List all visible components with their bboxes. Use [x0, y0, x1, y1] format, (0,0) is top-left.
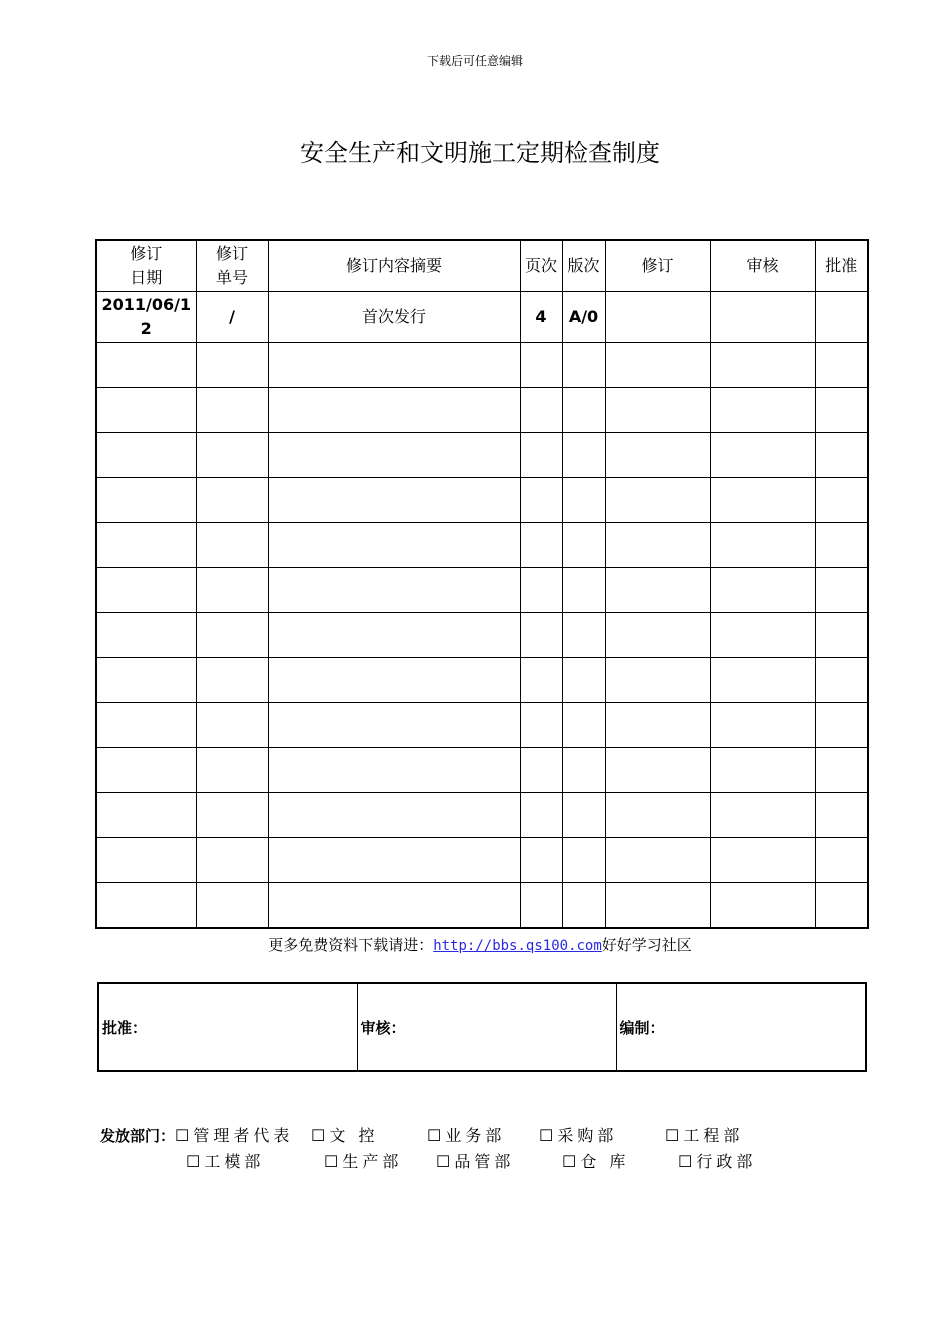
empty-cell: [710, 388, 815, 433]
empty-cell: [605, 343, 710, 388]
empty-cell: [815, 388, 868, 433]
empty-cell: [520, 748, 562, 793]
empty-table-row: [96, 568, 868, 613]
distribution-section: [100, 1123, 756, 1174]
empty-cell: [710, 748, 815, 793]
empty-cell: [562, 613, 605, 658]
empty-cell: [815, 703, 868, 748]
empty-cell: [605, 793, 710, 838]
empty-cell: [520, 343, 562, 388]
empty-cell: [96, 343, 196, 388]
empty-cell: [815, 658, 868, 703]
table-header-row: [96, 240, 868, 292]
empty-cell: [96, 703, 196, 748]
empty-table-row: [96, 523, 868, 568]
empty-cell: [196, 343, 268, 388]
empty-cell: [710, 433, 815, 478]
empty-cell: [710, 703, 815, 748]
empty-cell: [520, 838, 562, 883]
header-revised-by: 修订: [605, 240, 710, 292]
empty-cell: [605, 883, 710, 929]
empty-cell: [562, 433, 605, 478]
dept-option[interactable]: ☐采购部: [539, 1126, 618, 1145]
dept-option[interactable]: ☐品管部: [436, 1152, 515, 1171]
empty-cell: [710, 613, 815, 658]
footer-prefix: 更多免费资料下载请进：: [268, 936, 434, 954]
empty-cell: [96, 658, 196, 703]
empty-cell: [196, 748, 268, 793]
header-approved-by: 批准: [815, 240, 868, 292]
empty-cell: [96, 523, 196, 568]
empty-cell: [562, 883, 605, 929]
distribution-row-1: [100, 1123, 756, 1149]
empty-cell: [520, 658, 562, 703]
empty-cell: [520, 568, 562, 613]
empty-cell: [815, 478, 868, 523]
empty-cell: [562, 343, 605, 388]
empty-cell: [605, 748, 710, 793]
dept-option[interactable]: ☐仓 库: [562, 1152, 630, 1171]
empty-cell: [562, 568, 605, 613]
empty-cell: [96, 478, 196, 523]
dept-option[interactable]: ☐工程部: [665, 1126, 744, 1145]
prepare-field: 编制：: [616, 983, 866, 1071]
empty-cell: [562, 658, 605, 703]
empty-cell: [562, 523, 605, 568]
header-reviewed-by: 审核: [710, 240, 815, 292]
empty-table-row: [96, 658, 868, 703]
empty-cell: [605, 658, 710, 703]
footer-download-note: [0, 934, 950, 955]
empty-cell: [520, 703, 562, 748]
empty-cell: [268, 388, 520, 433]
empty-cell: [196, 613, 268, 658]
empty-cell: [196, 838, 268, 883]
empty-cell: [268, 838, 520, 883]
signoff-table: [97, 982, 867, 1072]
empty-cell: [196, 433, 268, 478]
empty-cell: [268, 703, 520, 748]
empty-cell: [815, 838, 868, 883]
empty-cell: [268, 613, 520, 658]
approve-field: 批准：: [98, 983, 357, 1071]
empty-cell: [520, 433, 562, 478]
empty-cell: [96, 838, 196, 883]
empty-cell: [710, 658, 815, 703]
empty-cell: [605, 703, 710, 748]
header-rev-summary: 修订内容摘要: [268, 240, 520, 292]
empty-cell: [268, 658, 520, 703]
empty-cell: [605, 433, 710, 478]
empty-cell: [562, 793, 605, 838]
empty-cell: [710, 568, 815, 613]
empty-cell: [710, 523, 815, 568]
empty-table-row: [96, 433, 868, 478]
empty-cell: [710, 883, 815, 929]
empty-cell: [815, 793, 868, 838]
empty-cell: [196, 523, 268, 568]
empty-cell: [520, 523, 562, 568]
empty-cell: [96, 568, 196, 613]
review-field: 审核：: [357, 983, 616, 1071]
cell-summary: 首次发行: [268, 292, 520, 343]
empty-cell: [562, 748, 605, 793]
empty-cell: [605, 613, 710, 658]
empty-cell: [268, 523, 520, 568]
cell-rev-number: /: [196, 292, 268, 343]
empty-cell: [562, 703, 605, 748]
footer-suffix: 好好学习社区: [601, 936, 692, 954]
empty-cell: [605, 478, 710, 523]
empty-table-row: [96, 883, 868, 929]
empty-cell: [96, 433, 196, 478]
cell-version: A/0: [562, 292, 605, 343]
empty-cell: [196, 568, 268, 613]
header-rev-date: 修订 日期: [96, 240, 196, 292]
document-title: 安全生产和文明施工定期检查制度: [300, 139, 660, 167]
empty-table-row: [96, 793, 868, 838]
dept-option[interactable]: ☐工模部: [186, 1152, 265, 1171]
distribution-label: 发放部门：: [100, 1127, 176, 1145]
empty-cell: [710, 343, 815, 388]
empty-cell: [605, 568, 710, 613]
table-row: [96, 292, 868, 343]
empty-cell: [196, 478, 268, 523]
empty-cell: [96, 883, 196, 929]
empty-cell: [196, 793, 268, 838]
empty-cell: [268, 883, 520, 929]
empty-cell: [815, 883, 868, 929]
empty-cell: [268, 478, 520, 523]
cell-page: 4: [520, 292, 562, 343]
empty-cell: [268, 343, 520, 388]
header-version: 版次: [562, 240, 605, 292]
dept-option[interactable]: ☐业务部: [427, 1126, 506, 1145]
signoff-row: [98, 983, 866, 1071]
dept-option[interactable]: ☐行政部: [678, 1152, 757, 1171]
empty-cell: [196, 883, 268, 929]
empty-cell: [196, 658, 268, 703]
revision-table: [95, 239, 869, 929]
cell-date: 2011/06/12: [96, 292, 196, 343]
empty-cell: [520, 478, 562, 523]
empty-cell: [605, 388, 710, 433]
empty-cell: [815, 523, 868, 568]
empty-table-row: [96, 613, 868, 658]
empty-cell: [710, 838, 815, 883]
empty-table-row: [96, 838, 868, 883]
empty-cell: [815, 433, 868, 478]
empty-cell: [196, 388, 268, 433]
dept-option[interactable]: ☐生产部: [324, 1152, 403, 1171]
cell-reviewed-by: [710, 292, 815, 343]
empty-cell: [196, 703, 268, 748]
empty-table-row: [96, 748, 868, 793]
empty-cell: [562, 838, 605, 883]
empty-cell: [268, 793, 520, 838]
empty-cell: [96, 613, 196, 658]
dept-option[interactable]: ☐文 控: [311, 1126, 379, 1145]
empty-cell: [268, 748, 520, 793]
empty-cell: [605, 838, 710, 883]
empty-cell: [562, 478, 605, 523]
footer-link[interactable]: http://bbs.qs100.com: [433, 938, 602, 954]
distribution-row-2: [100, 1149, 756, 1174]
empty-cell: [96, 388, 196, 433]
empty-cell: [710, 478, 815, 523]
cell-approved-by: [815, 292, 868, 343]
empty-cell: [815, 748, 868, 793]
empty-cell: [815, 613, 868, 658]
empty-table-row: [96, 703, 868, 748]
empty-cell: [710, 793, 815, 838]
dept-option[interactable]: ☐管理者代表: [175, 1126, 294, 1145]
empty-table-row: [96, 343, 868, 388]
empty-cell: [96, 748, 196, 793]
empty-cell: [520, 388, 562, 433]
header-rev-number: 修订 单号: [196, 240, 268, 292]
empty-cell: [268, 568, 520, 613]
empty-table-row: [96, 478, 868, 523]
empty-cell: [815, 568, 868, 613]
empty-cell: [815, 343, 868, 388]
empty-table-row: [96, 388, 868, 433]
header-note: 下载后可任意编辑: [426, 54, 523, 68]
empty-cell: [520, 793, 562, 838]
empty-cell: [268, 433, 520, 478]
cell-revised-by: [605, 292, 710, 343]
header-page: 页次: [520, 240, 562, 292]
empty-cell: [520, 613, 562, 658]
empty-cell: [520, 883, 562, 929]
empty-cell: [562, 388, 605, 433]
empty-cell: [96, 793, 196, 838]
empty-cell: [605, 523, 710, 568]
